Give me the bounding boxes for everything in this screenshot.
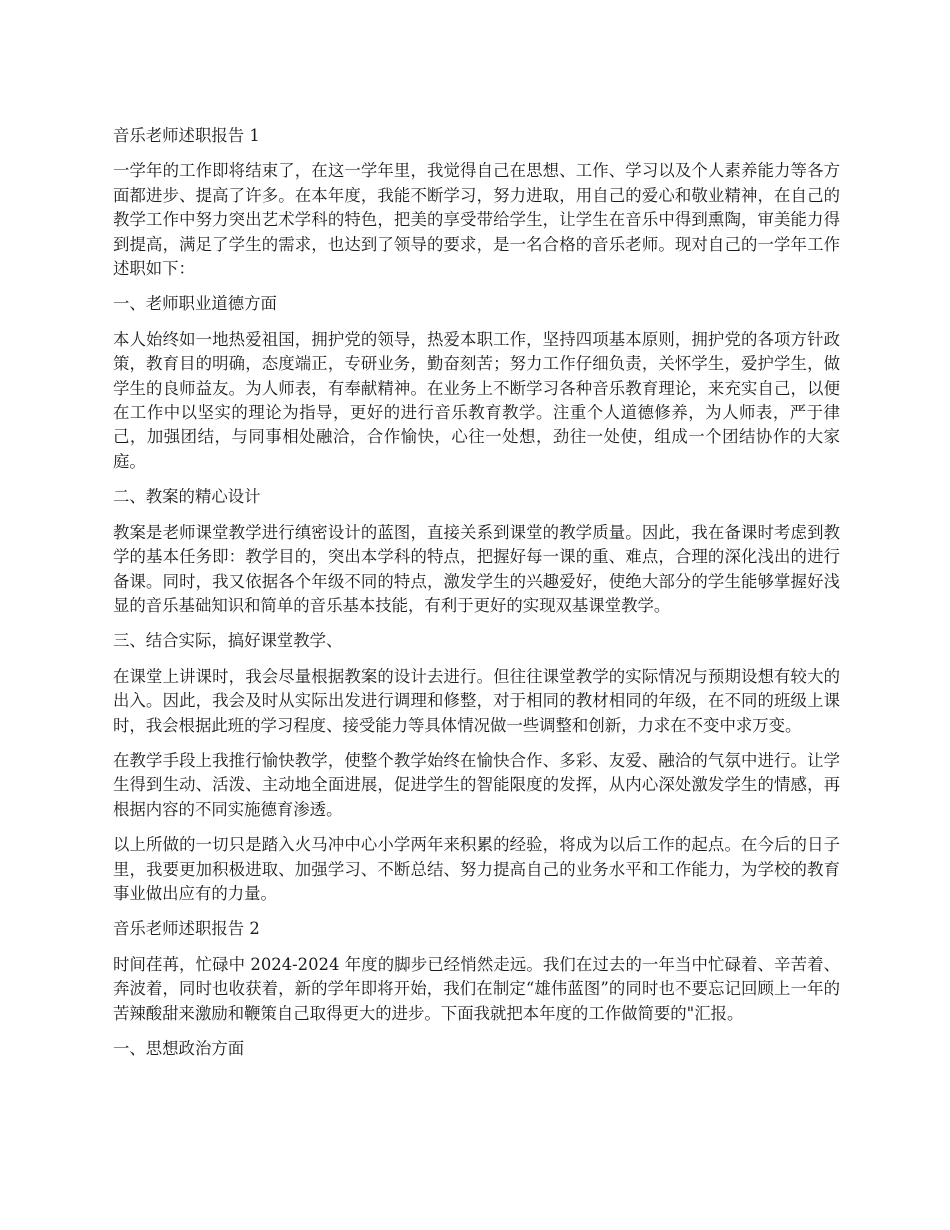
section-heading-lesson-plan: 二、教案的精心设计 bbox=[113, 487, 261, 507]
lesson-plan-paragraph: 教案是老师课堂教学进行缜密设计的蓝图，直接关系到课堂的教学质量。因此，我在备课时考虑到教学的基本任务即：教学目的，突出本学科的特点，把握好每一课的重、难点，合理的深化浅出的进行备课。同时，我又依据各个年级不同的特点，激发学生的兴趣爱好，使绝大部分的学生能够掌握好浅显的音乐基础知识和简单的音乐基本技能，有利于更好的实现双基课堂教学。 bbox=[113, 522, 840, 615]
classroom-paragraph-2: 在教学手段上我推行愉快教学，使整个教学始终在愉快合作、多彩、友爱、融洽的气氛中进行。让学生得到生动、活泼、主动地全面进展，促进学生的智能限度的发挥，从内心深处激发学生的情感，再根据内容的不同实施德育渗透。 bbox=[113, 750, 840, 819]
section-heading-politics: 一、思想政治方面 bbox=[113, 1039, 245, 1058]
report-2-intro-paragraph: 时间荏苒，忙碌中 2024-2024 年度的脚步已经悄然走远。我们在过去的一年当中忙碌着、辛苦着、奔波着，同时也收获着，新的学年即将开始，我们在制定“雄伟蓝图”的同时也不要忘记回顾上一年的苦辣酸甜来激励和鞭策自己取得更大的进步。下面我就把本年度的工作做简要的"汇报。 bbox=[113, 954, 840, 1023]
report-title-1: 音乐老师述职报告 1 bbox=[113, 126, 260, 145]
section-heading-ethics: 一、老师职业道德方面 bbox=[113, 294, 277, 314]
ethics-paragraph: 本人始终如一地热爱祖国，拥护党的领导，热爱本职工作，坚持四项基本原则，拥护党的各项方针政策，教育目的明确，态度端正，专研业务，勤奋刻苦；努力工作仔细负责，关怀学生，爱护学生，做学生的良师益友。为人师表，有奉献精神。在业务上不断学习各种音乐教育理论，来充实自己，以便在工作中以坚实的理论为指导，更好的进行音乐教育教学。注重个人道德修养，为人师表，严于律己，加强团结，与同事相处融洽，合作愉快，心往一处想，劲往一处使，组成一个团结协作的大家庭。 bbox=[113, 329, 840, 471]
summary-paragraph: 以上所做的一切只是踏入火马冲中心小学两年来积累的经验，将成为以后工作的起点。在今后的日子里，我要更加积极进取、加强学习、不断总结、努力提高自己的业务水平和工作能力，为学校的教育事业做出应有的力量。 bbox=[113, 835, 840, 903]
intro-paragraph: 一学年的工作即将结束了，在这一学年里，我觉得自己在思想、工作、学习以及个人素养能力等各方面都进步、提高了许多。在本年度，我能不断学习，努力进取，用自己的爱心和敬业精神，在自己的教学工作中努力突出艺术学科的特色，把美的享受带给学生，让学生在音乐中得到熏陶，审美能力得到提高，满足了学生的需求，也达到了领导的要求，是一名合格的音乐老师。现对自己的一学年工作述职如下： bbox=[113, 161, 840, 279]
section-heading-classroom: 三、结合实际，搞好课堂教学、 bbox=[113, 631, 343, 651]
classroom-paragraph-1: 在课堂上讲课时，我会尽量根据教案的设计去进行。但往往课堂教学的实际情况与预期设想有较大的出入。因此，我会及时从实际出发进行调理和修整，对于相同的教材相同的年级，在不同的班级上课时，我会根据此班的学习程度、接受能力等具体情况做一些调整和创新，力求在不变中求万变。 bbox=[113, 666, 840, 735]
report-title-2: 音乐老师述职报告 2 bbox=[113, 919, 260, 939]
